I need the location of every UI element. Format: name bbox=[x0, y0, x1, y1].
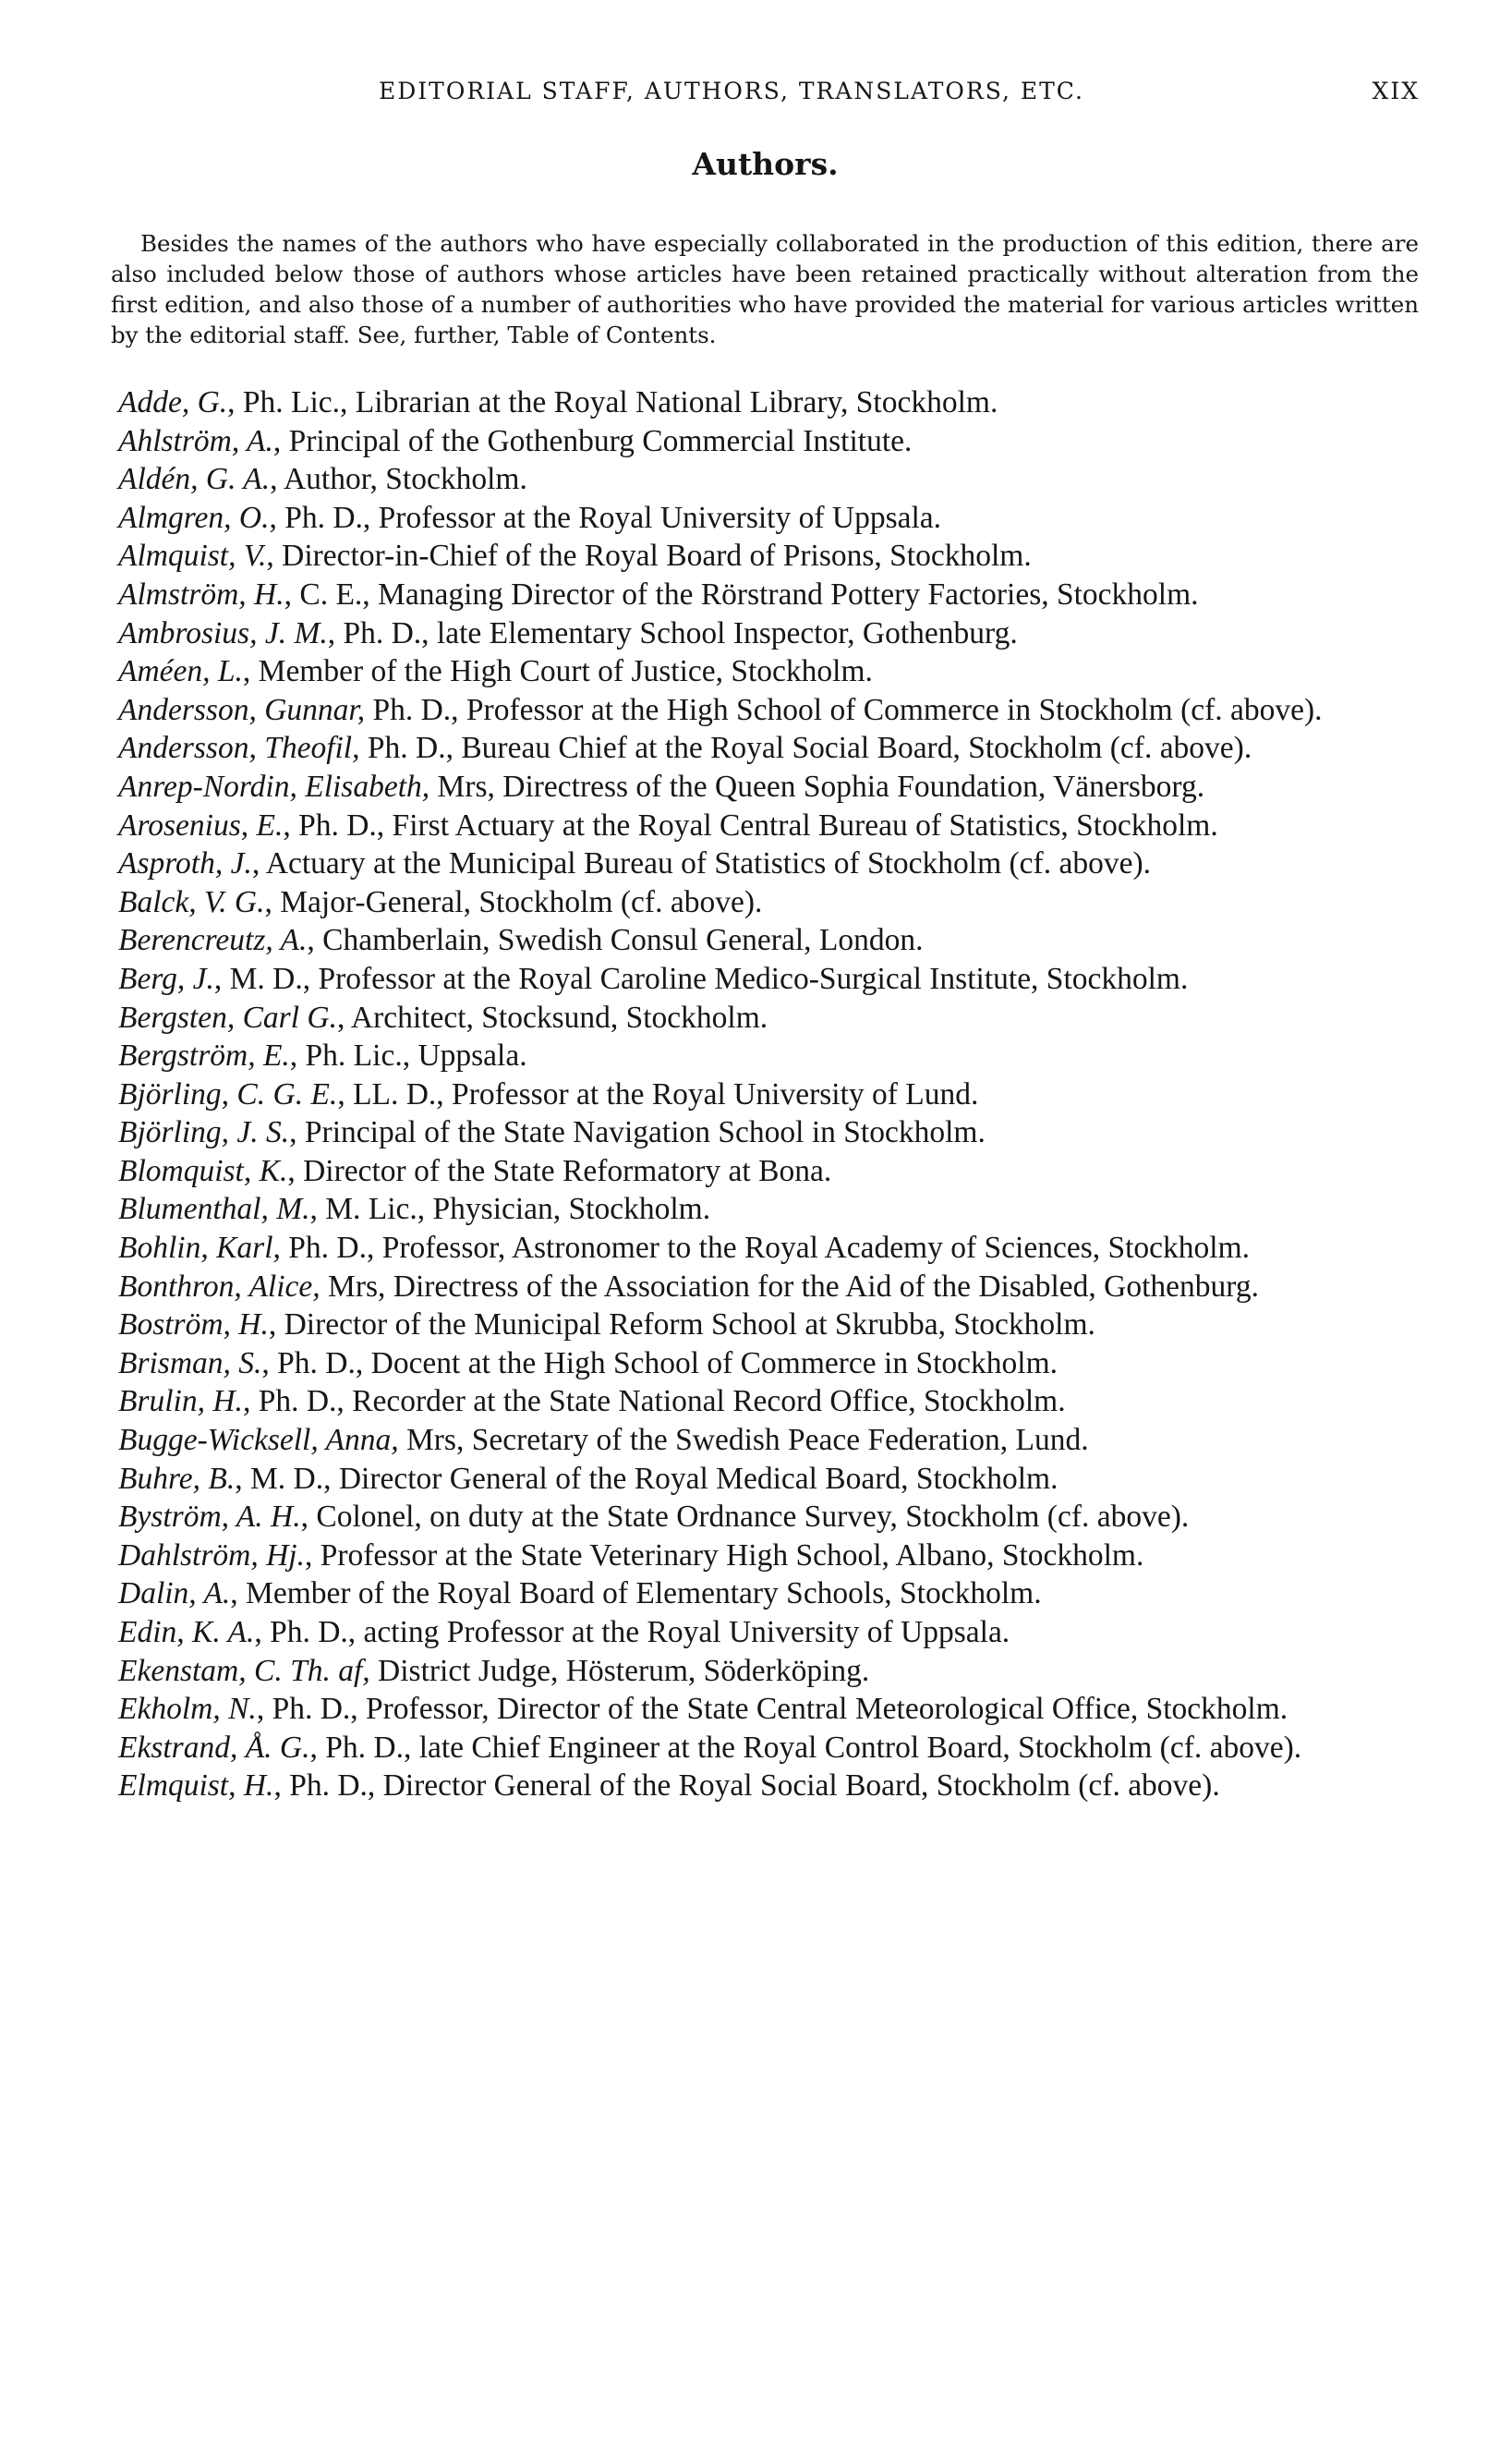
author-description: , M. Lic., Physician, Stockholm. bbox=[309, 1192, 711, 1227]
author-description: Mrs, Directress of the Association for the Aid of the Disabled, Gothenburg. bbox=[320, 1269, 1259, 1304]
author-description: , Architect, Stocksund, Stockholm. bbox=[336, 1000, 768, 1035]
author-entry bbox=[118, 1229, 1419, 1268]
author-name: Berg, J. bbox=[118, 961, 214, 996]
author-description: , Director of the Municipal Reform School at Skrubba, Stockholm. bbox=[268, 1307, 1095, 1342]
author-description: , Ph. D., First Actuary at the Royal Central Bureau of Statistics, Stockholm. bbox=[283, 808, 1218, 843]
author-entry bbox=[118, 729, 1419, 768]
author-name: Anrep-Nordin, Elisabeth, bbox=[118, 769, 430, 804]
author-description: , Ph. D., acting Professor at the Royal University of Uppsala. bbox=[254, 1615, 1010, 1649]
author-entry bbox=[118, 1690, 1419, 1729]
author-entry bbox=[118, 1613, 1419, 1652]
author-entry bbox=[118, 422, 1419, 461]
author-name: Andersson, Gunnar, bbox=[118, 692, 366, 727]
author-name: Blomquist, K. bbox=[118, 1153, 288, 1188]
author-entry bbox=[118, 883, 1419, 922]
author-name: Andersson, Theofil, bbox=[118, 731, 360, 766]
author-entry bbox=[118, 1306, 1419, 1344]
author-name: Bohlin, Karl, bbox=[118, 1231, 281, 1266]
author-entry bbox=[118, 1498, 1419, 1537]
author-entry bbox=[118, 1152, 1419, 1191]
author-description: , Ph. D., late Chief Engineer at the Royal Control Board, Stockholm (cf. above). bbox=[309, 1730, 1302, 1765]
author-name: Elmquist, H. bbox=[118, 1768, 274, 1804]
running-head bbox=[111, 72, 1420, 109]
author-name: Ekholm, N. bbox=[118, 1692, 257, 1727]
author-entry bbox=[118, 1075, 1419, 1114]
page-number: XIX bbox=[1372, 78, 1420, 104]
author-entry bbox=[118, 1344, 1419, 1383]
author-description: Mrs, Secretary of the Swedish Peace Federation, Lund. bbox=[398, 1423, 1089, 1458]
author-description: Ph. D., Bureau Chief at the Royal Social Board, Stockholm (cf. above). bbox=[359, 731, 1252, 766]
author-entry bbox=[118, 1037, 1419, 1075]
author-description: , Ph. D., Professor, Director of the State Central Meteorological Office, Stockholm. bbox=[256, 1692, 1288, 1727]
author-name: Bugge-Wicksell, Anna, bbox=[118, 1423, 399, 1458]
author-description: Ph. D., Professor at the High School of Commerce in Stockholm (cf. above). bbox=[365, 692, 1323, 727]
author-description: , Ph. D., Professor at the Royal University of Uppsala. bbox=[269, 500, 942, 535]
author-entry bbox=[118, 1113, 1419, 1152]
author-name: Brisman, S. bbox=[118, 1345, 262, 1380]
author-description: District Judge, Hösterum, Söderköping. bbox=[369, 1653, 870, 1688]
author-description: , Ph. Lic., Librarian at the Royal National Library, Stockholm. bbox=[227, 385, 998, 419]
author-entry bbox=[118, 1460, 1419, 1499]
author-entry bbox=[118, 499, 1419, 538]
author-description: , Principal of the Gothenburg Commercial Institute. bbox=[272, 423, 913, 458]
author-description: Ph. D., Professor, Astronomer to the Royal Academy of Sciences, Stockholm. bbox=[280, 1231, 1251, 1266]
author-description: , Member of the Royal Board of Elementary Schools, Stockholm. bbox=[230, 1576, 1042, 1611]
author-description: , M. D., Professor at the Royal Caroline Medico-Surgical Institute, Stockholm. bbox=[213, 961, 1189, 996]
author-description: , Chamberlain, Swedish Consul General, London. bbox=[307, 923, 924, 958]
author-name: Edin, K. A. bbox=[118, 1615, 255, 1649]
running-title: EDITORIAL STAFF, AUTHORS, TRANSLATORS, ETC. bbox=[379, 78, 1084, 104]
author-name: Bonthron, Alice, bbox=[118, 1269, 321, 1304]
author-description: , C. E., Managing Director of the Rörstrand Pottery Factories, Stockholm. bbox=[284, 577, 1199, 612]
author-entry bbox=[118, 1421, 1419, 1460]
author-entry bbox=[118, 576, 1419, 614]
author-description: , Director-in-Chief of the Royal Board of Prisons, Stockholm. bbox=[266, 539, 1032, 574]
author-entry bbox=[118, 460, 1419, 499]
author-description: , LL. D., Professor at the Royal University of Lund. bbox=[337, 1076, 979, 1112]
author-name: Dalin, A. bbox=[118, 1576, 231, 1611]
author-name: Byström, A. H. bbox=[118, 1500, 301, 1535]
author-name: Adde, G. bbox=[118, 385, 228, 419]
author-name: Björling, J. S. bbox=[118, 1115, 290, 1150]
author-entry bbox=[118, 652, 1419, 691]
author-entry bbox=[118, 768, 1419, 807]
author-description: , Ph. D., Recorder at the State National Record Office, Stockholm. bbox=[242, 1384, 1066, 1419]
author-description: , M. D., Director General of the Royal Medical Board, Stockholm. bbox=[235, 1461, 1058, 1496]
author-description: , Colonel, on duty at the State Ordnance Survey, Stockholm (cf. above). bbox=[300, 1500, 1190, 1535]
author-name: Almgren, O. bbox=[118, 500, 270, 535]
author-name: Ambrosius, J. M. bbox=[118, 615, 328, 650]
author-entry bbox=[118, 614, 1419, 653]
author-entry bbox=[118, 999, 1419, 1038]
author-entry bbox=[118, 1767, 1419, 1805]
author-description: , Author, Stockholm. bbox=[270, 462, 527, 497]
author-name: Asproth, J. bbox=[118, 846, 252, 881]
author-name: Bergström, E. bbox=[118, 1039, 290, 1074]
author-entry bbox=[118, 383, 1419, 422]
author-description: , Principal of the State Navigation School in Stockholm. bbox=[289, 1115, 986, 1150]
author-description: , Ph. Lic., Uppsala. bbox=[289, 1039, 527, 1074]
author-name: Arosenius, E. bbox=[118, 808, 284, 843]
author-name: Almquist, V. bbox=[118, 539, 267, 574]
author-entry bbox=[118, 960, 1419, 999]
author-name: Brulin, H. bbox=[118, 1384, 243, 1419]
author-name: Ekstrand, Å. G. bbox=[118, 1730, 310, 1765]
author-entry bbox=[118, 1729, 1419, 1768]
author-entry bbox=[118, 1382, 1419, 1421]
author-name: Blumenthal, M. bbox=[118, 1192, 310, 1227]
author-description: , Professor at the State Veterinary High School, Albano, Stockholm. bbox=[304, 1537, 1144, 1573]
author-name: Boström, H. bbox=[118, 1307, 269, 1342]
author-name: Améen, L. bbox=[118, 654, 243, 689]
author-entry bbox=[118, 1190, 1419, 1229]
author-entry bbox=[118, 844, 1419, 883]
author-description: , Major-General, Stockholm (cf. above). bbox=[264, 884, 763, 919]
author-entry bbox=[118, 1268, 1419, 1306]
authors-list bbox=[118, 383, 1419, 1805]
author-name: Almström, H. bbox=[118, 577, 284, 612]
author-description: , Ph. D., Docent at the High School of Commerce in Stockholm. bbox=[261, 1345, 1058, 1380]
author-name: Balck, V. G. bbox=[118, 884, 265, 919]
author-name: Dahlström, Hj. bbox=[118, 1537, 305, 1573]
author-description: , Member of the High Court of Justice, Stockholm. bbox=[242, 654, 873, 689]
author-entry bbox=[118, 1652, 1419, 1691]
author-name: Buhre, B. bbox=[118, 1461, 236, 1496]
author-name: Ekenstam, C. Th. af, bbox=[118, 1653, 370, 1688]
author-name: Aldén, G. A. bbox=[118, 462, 271, 497]
author-description: , Director of the State Reformatory at Bona. bbox=[287, 1153, 832, 1188]
author-entry bbox=[118, 691, 1419, 730]
author-description: , Ph. D., late Elementary School Inspector, Gothenburg. bbox=[327, 615, 1018, 650]
author-entry bbox=[118, 1574, 1419, 1613]
author-description: , Ph. D., Director General of the Royal Social Board, Stockholm (cf. above). bbox=[273, 1768, 1220, 1804]
author-name: Bergsten, Carl G. bbox=[118, 1000, 337, 1035]
author-description: Mrs, Directress of the Queen Sophia Foundation, Vänersborg. bbox=[429, 769, 1205, 804]
author-entry bbox=[118, 921, 1419, 960]
author-entry bbox=[118, 537, 1419, 576]
author-entry bbox=[118, 1537, 1419, 1575]
author-name: Berencreutz, A. bbox=[118, 923, 308, 958]
author-name: Björling, C. G. E. bbox=[118, 1076, 338, 1112]
author-entry bbox=[118, 807, 1419, 845]
intro-paragraph: Besides the names of the authors who have especially collaborated in the production of this edition, there are also included below those of authors whose articles have been retained practically without alteration from the first edition, and also those of a number of authorities who have provided the material for various articles written by the editorial staff. See, further, Table of Contents. bbox=[111, 229, 1419, 348]
author-name: Ahlström, A. bbox=[118, 423, 273, 458]
section-title: Authors. bbox=[692, 146, 839, 182]
author-description: , Actuary at the Municipal Bureau of Statistics of Stockholm (cf. above). bbox=[251, 846, 1151, 881]
